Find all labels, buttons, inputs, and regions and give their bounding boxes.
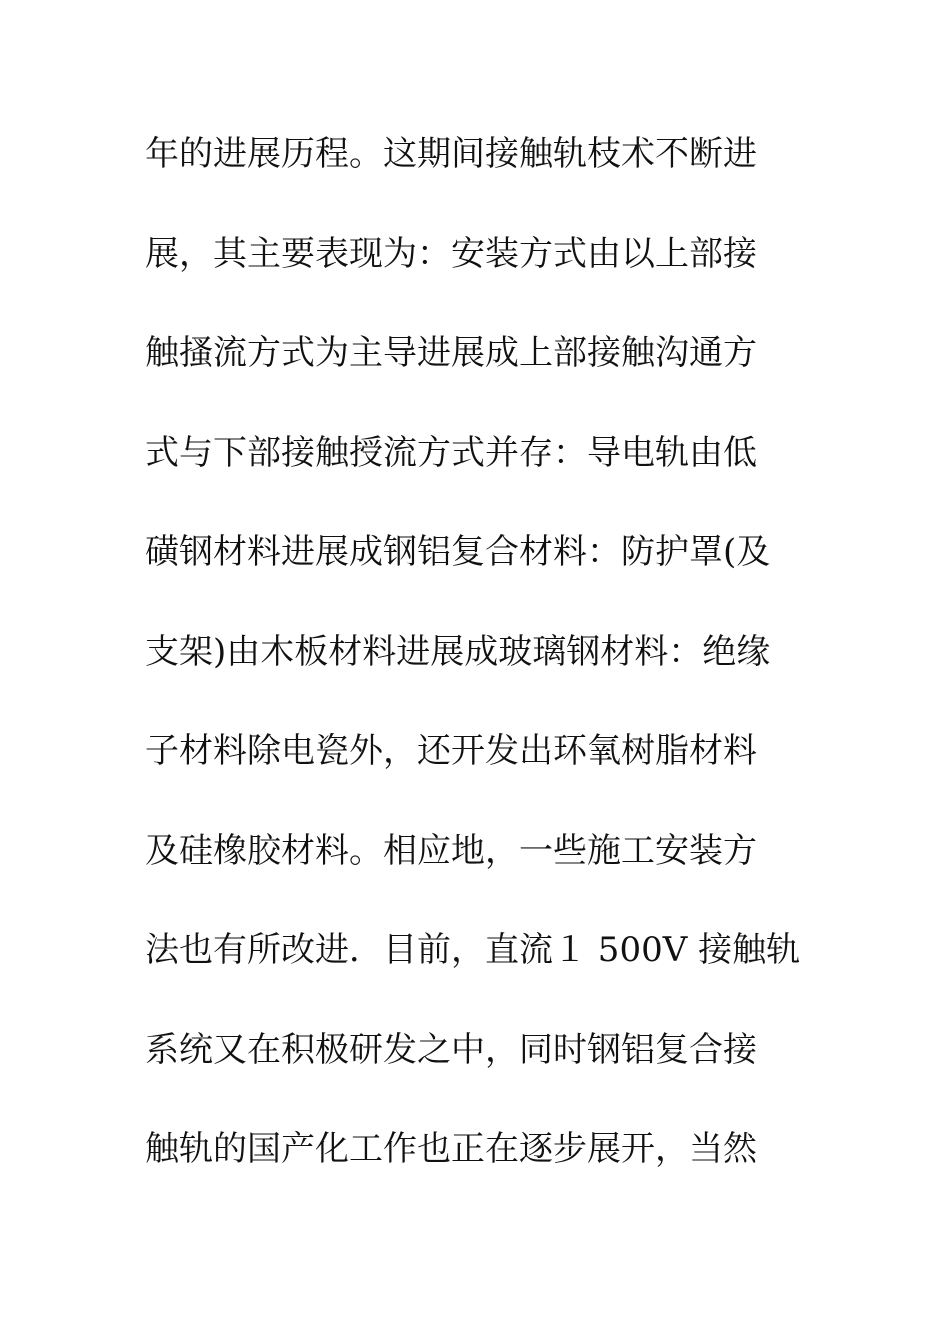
- text-line: 磺钢材料进展成钢铝复合材料：防护罩(及: [145, 532, 771, 572]
- text-line: 系统又在积极研发之中，同时钢铝复合接: [145, 1029, 757, 1070]
- text-line: 子材料除电瓷外，还开发出环氧树脂材料: [145, 731, 757, 771]
- text-line: 法也有所改进．目前，直流１ 500V 接触轨: [145, 930, 801, 970]
- text-line: 触轨的国产化工作也正在逐步展开，当然: [145, 1129, 757, 1169]
- text-line: 及硅橡胶材料。相应地，一些施工安装方: [145, 830, 757, 871]
- text-line: 年的进展历程。这期间接触轨枝术不断进: [145, 134, 757, 174]
- text-line: 式与下部接触授流方式并存：导电轨由低: [145, 432, 757, 473]
- text-line: 展，其主要表现为：安装方式由以上部接: [145, 233, 757, 274]
- text-line: 触搔流方式为主导进展成上部接触沟通方: [145, 333, 757, 373]
- body-paragraph: [145, 126, 825, 1221]
- text-line: 支架)由木板材料进展成玻璃钢材料：绝缘: [145, 631, 771, 672]
